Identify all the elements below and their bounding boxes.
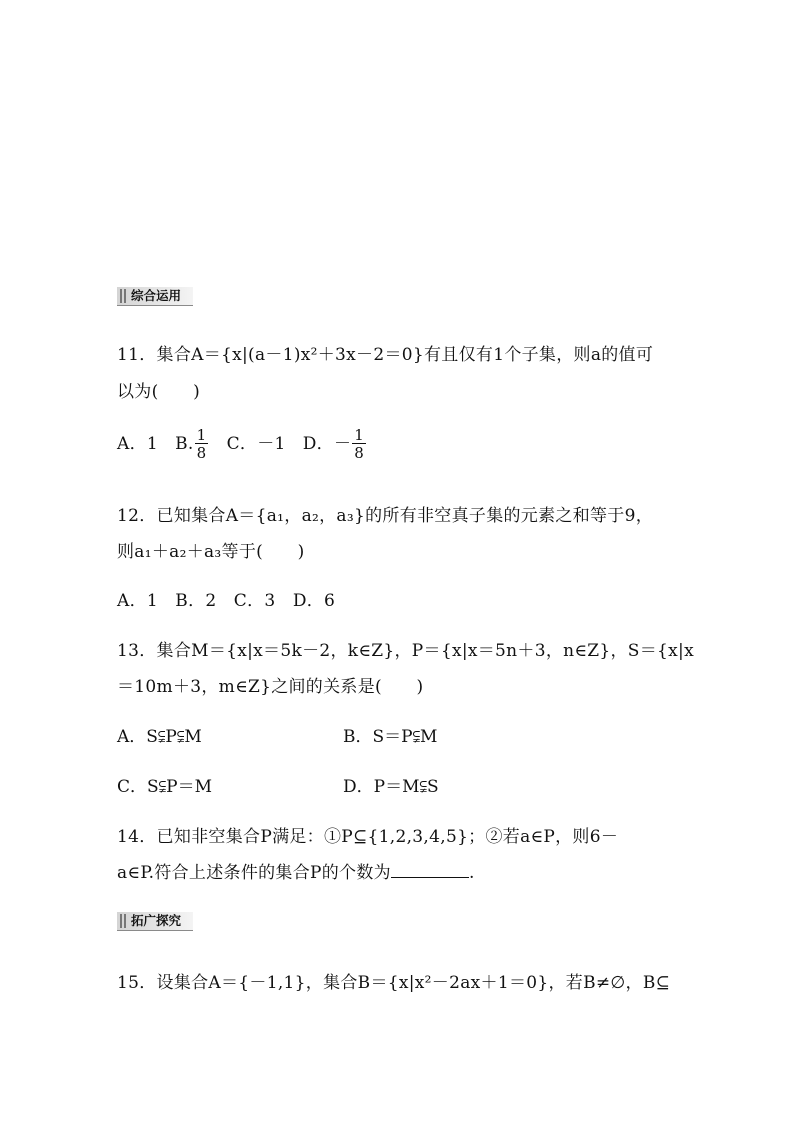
fraction: $\frac{1}{8}$ — [354, 426, 365, 462]
section-header-explore — [117, 912, 193, 931]
q13-option-c: C．S⫋P＝M — [117, 777, 212, 797]
q11-line-1: 11．集合A＝{x|(a－1)x²＋3x－2＝0}有且仅有1个子集，则a的值可 — [117, 345, 654, 365]
q11-options — [117, 428, 367, 461]
q13-line-1: 13．集合M＝{x|x＝5k－2，k∈Z}，P＝{x|x＝5n＋3，n∈Z}，S＝{x|x — [117, 641, 694, 661]
q11-option-a: A．1 — [117, 434, 158, 454]
q12-options: A．1 B．2 C．3 D．6 — [117, 591, 336, 611]
q13-option-a: A．S⫋P⫋M — [117, 727, 202, 747]
q12-line-2: 则a₁＋a₂＋a₃等于( ) — [117, 542, 305, 562]
q11-line-2: 以为( ) — [117, 382, 201, 402]
answer-blank — [391, 861, 469, 878]
q11-option-c: C．－1 — [226, 434, 286, 454]
q11-option-b: B. $\frac{1}{8}$ — [175, 426, 207, 462]
section-title: 拓广探究 — [131, 913, 182, 928]
q14-line-2: a∈P.符合上述条件的集合P的个数为 . — [117, 863, 475, 883]
section-marker-icon — [120, 914, 126, 928]
fraction: $\frac{1}{8}$ — [196, 426, 207, 462]
q12-line-1: 12．已知集合A＝{a₁，a₂，a₃}的所有非空真子集的元素之和等于9， — [117, 506, 654, 526]
section-title: 综合运用 — [131, 288, 182, 303]
section-header-comprehensive — [117, 287, 193, 306]
q13-line-2: ＝10m＋3，m∈Z}之间的关系是( ) — [117, 677, 424, 697]
q14-line-1: 14．已知非空集合P满足：①P⊆{1,2,3,4,5}；②若a∈P，则6－ — [117, 827, 619, 847]
q13-option-d: D．P＝M⫋S — [343, 777, 439, 797]
q11-option-d: D．－ $\frac{1}{8}$ — [302, 426, 365, 462]
q15-line-1: 15．设集合A＝{－1,1}，集合B＝{x|x²－2ax＋1＝0}，若B≠∅，B⊆ — [117, 973, 671, 993]
section-marker-icon — [120, 289, 126, 303]
q13-option-b: B．S＝P⫋M — [343, 727, 438, 747]
